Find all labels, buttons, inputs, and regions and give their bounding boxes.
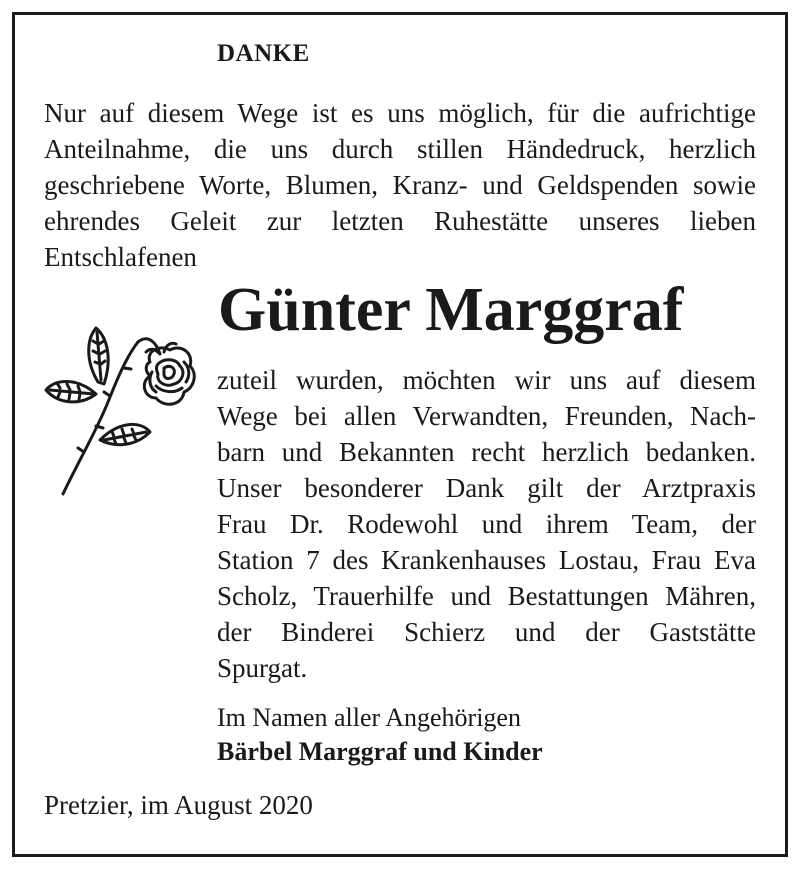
signature-names: Bärbel Marggraf und Kinder	[217, 737, 543, 766]
place-date: Pretzier, im August 2020	[44, 790, 313, 820]
body-line: zuteil wurden, möchten wir uns auf diesem	[217, 365, 756, 395]
body-line: Spurgat.	[217, 653, 308, 683]
intro-line: ehrendes Geleit zur letzten Ruhestätte unseres lieben	[44, 206, 756, 236]
body-line: der Binderei Schierz und der Gaststätte	[217, 617, 756, 647]
body-line: Wege bei allen Verwandten, Freunden, Nach-	[217, 401, 756, 431]
body-line: Station 7 des Krankenhauses Lostau, Frau Eva	[217, 545, 756, 575]
notice-heading: DANKE	[217, 40, 310, 67]
signature-intro: Im Namen aller Angehörigen	[217, 703, 521, 732]
intro-line: Nur auf diesem Wege ist es uns möglich, für die aufrichtige	[44, 98, 756, 128]
body-line: Scholz, Trauerhilfe und Bestattungen Mähren,	[217, 581, 756, 611]
body-line: Frau Dr. Rodewohl und ihrem Team, der	[217, 509, 756, 539]
intro-line: geschriebene Worte, Blumen, Kranz- und Geldspenden sowie	[44, 170, 756, 200]
deceased-name: Günter Marggraf	[218, 276, 684, 344]
body-line: Unser besonderer Dank gilt der Arztpraxis	[217, 473, 756, 503]
body-line: barn und Bekannten recht herzlich bedanken.	[217, 437, 756, 467]
rose-icon	[38, 322, 210, 504]
intro-line: Anteilnahme, die uns durch stillen Händedruck, herzlich	[44, 134, 756, 164]
intro-line: Entschlafenen	[44, 242, 197, 272]
